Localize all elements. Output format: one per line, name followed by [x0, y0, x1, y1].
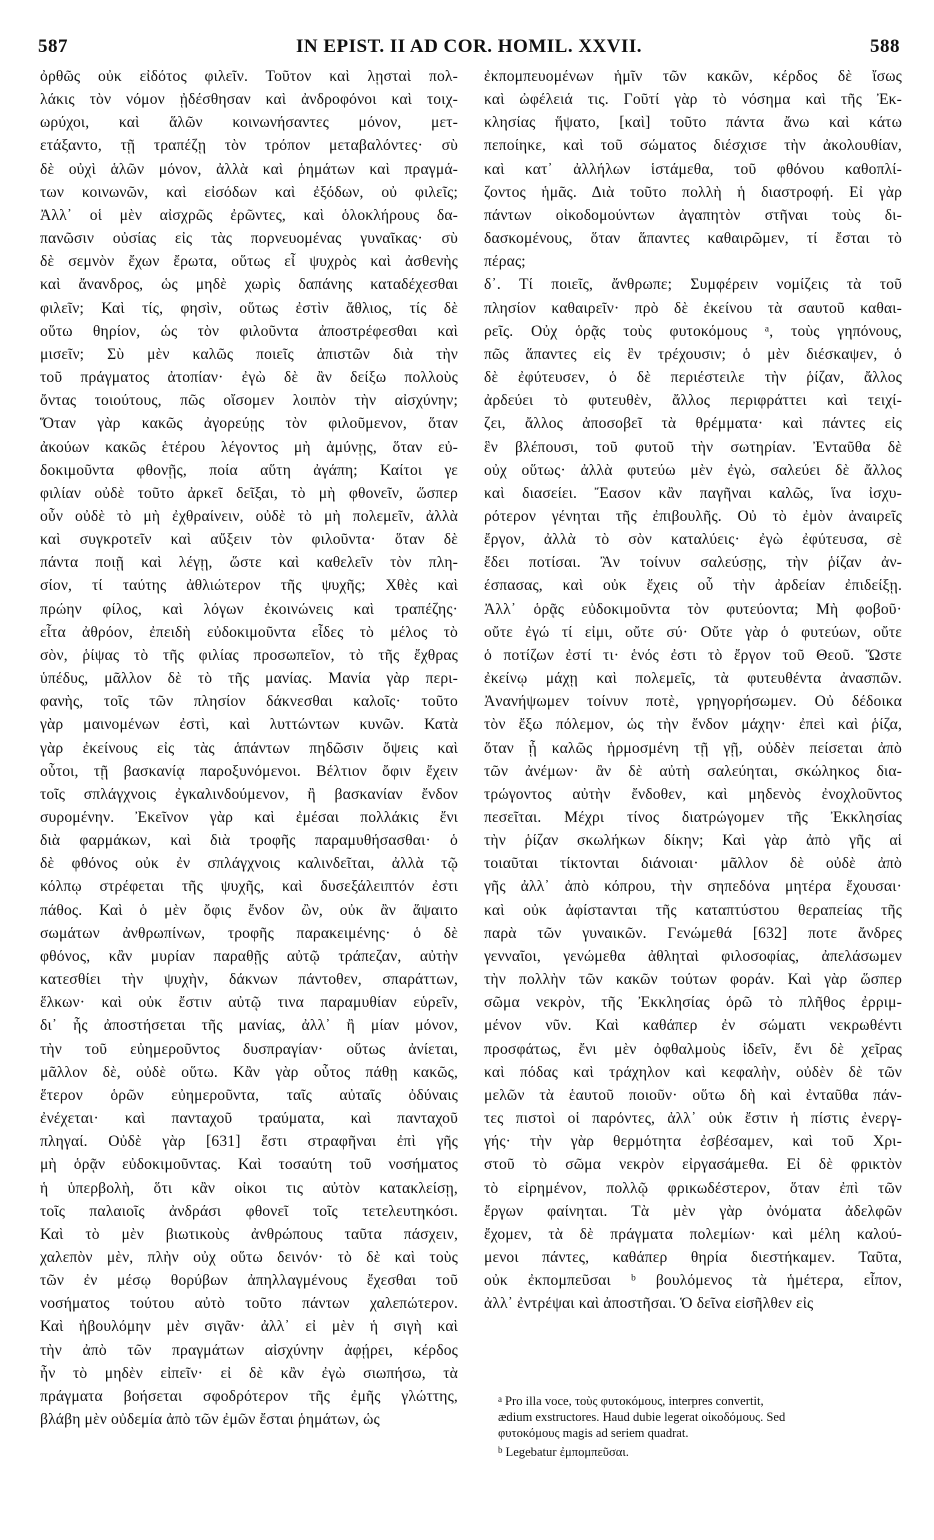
text-line: ζοντος ἡμᾶς. Διὰ τοῦτο πολλὴ ἡ διαστροφή. Εἰ γὰρ: [484, 183, 902, 201]
text-line: καὶ ὠφέλειά τις. Γοῦτί γὰρ τὸ νόσημα καὶ τῆς Ἐκ-: [484, 91, 902, 109]
right-column: [484, 65, 902, 1315]
text-line: ὀρθῶς οὐκ εἰδότος φιλεῖν. Τοῦτον καὶ λῃσταὶ πολ-: [40, 68, 458, 85]
text-line: φθόνος, κἂν μυρίαν παραθῇς αὐτῷ τράπεζαν, αὐτὴν: [40, 947, 458, 965]
text-line: γὰρ μαινομένων ἐστὶ, καὶ λυττώντων κυνῶν. Κατὰ: [40, 716, 458, 734]
text-line: ἕτερον ὁρῶν εὐημεροῦντα, ταῖς αὐταῖς ὀδύναις: [40, 1086, 458, 1104]
text-line: ὁ ποτίζων ἐστί τι· ἑνός ἐστι τὸ ἔργον τοῦ Θεοῦ. Ὥστε: [484, 646, 902, 664]
text-line: ὅταν ᾖ καλῶς ἡρμοσμένη τῇ γῇ, οὐδὲν πείσεται ἀπὸ: [484, 739, 902, 757]
text-line: ζει, ἄλλος ἀποσοβεῖ τὰ θρέμματα· καὶ πάντες εἰς: [484, 415, 902, 433]
text-line: συρομένην. Ἐκεῖνον γὰρ καὶ ἐμέσαι πολλάκις ἔνι: [40, 809, 458, 826]
text-line: τοιαῦται τίκτονται διάνοιαι· μᾶλλον δὲ οὐδὲ ἀπὸ: [484, 855, 902, 873]
text-line: τῶν ἐν μέσῳ θορύβων ἀπηλλαγμένους ἔχεσθαι τοῦ: [40, 1272, 458, 1290]
running-title: IN EPIST. II AD COR. HOMIL. XXVII.: [295, 36, 643, 57]
footnote-a-line-3: φυτοκόμους magis ad seriem quadrat.: [498, 1426, 689, 1441]
text-line: δασκομένους, ὅταν ἅπαντες καθαιρῶμεν, τί ἔσται τὸ: [484, 230, 902, 248]
text-line: ἀρδεύει τὸ φυτευθὲν, ἄλλος περιφράττει καὶ τειχί-: [484, 392, 902, 410]
left-column: [40, 65, 458, 1431]
text-line: νοσήματος τούτου αὐτὸ τοῦτο πάντων χαλεπώτερον.: [40, 1295, 458, 1313]
text-line: ὄντας τοιούτους, πῶς οἴσομεν λοιπὸν τὴν αἰσχύνην;: [40, 392, 458, 410]
text-line: ἐκείνῳ μάχῃ καὶ πολεμεῖς, τὰ φυτευθέντα ἀνασπῶν.: [484, 670, 902, 688]
text-line: ρότερον γένηται τῆς ἐπιβουλῆς. Οὐ τὸ ἐμὸν ἀναιρεῖς: [484, 507, 902, 525]
text-line: γής· τὴν γὰρ θερμότητα ἐσβέσαμεν, καὶ τοῦ Χρι-: [484, 1133, 902, 1151]
footnote-b: [498, 1442, 908, 1460]
text-line: Ἀνανήψωμεν τοίνυν ποτὲ, γρηγορήσωμεν. Οὐ δέδοικα: [484, 693, 902, 711]
text-line: δὲ οὐχὶ ἁλῶν μόνον, ἀλλὰ καὶ ῥημάτων καὶ πραγμά-: [40, 160, 458, 178]
text-line: τοῦ πράγματος ἀτοπίαν· ἐγὼ δὲ ἂν δείξω πολλοὺς: [40, 369, 458, 387]
text-line: ἔργον, ἀλλὰ τὸ σὸν καταλύεις· ἐγὼ ἐφύτευσα, σὲ: [484, 531, 902, 549]
paragraph-continued: [484, 65, 902, 273]
footnotes: [498, 1391, 908, 1460]
text-line: τὸν ἔξω πόλεμον, ὡς τὴν ἔνδον μάχην· ἐπεὶ καὶ ῥίζα,: [484, 716, 902, 734]
text-line: ἔχομεν, τὰ δὲ πράγματα πολεμίων· καὶ μέλη καλού-: [484, 1225, 902, 1243]
text-line: ἐκπομπευομένων ἡμῖν τῶν κακῶν, κέρδος δὲ ἴσως: [484, 68, 902, 85]
text-line: ἐνέχεται· καὶ πανταχοῦ τραύματα, καὶ πανταχοῦ: [40, 1110, 458, 1128]
text-line: ἕλκων· καὶ οὐκ ἔστιν αὐτῷ τινα παραμυθίαν εὑρεῖν,: [40, 994, 458, 1012]
text-line: καὶ διασείει. Ἔασον κἂν παγῆναι καλῶς, ἵνα ἰσχυ-: [484, 484, 902, 502]
text-line: πληγαί. Οὐδὲ γὰρ [631] ἔστι στραφῆναι ἐπὶ γῆς: [40, 1133, 458, 1151]
text-line: καὶ πόδας καὶ τράχηλον καὶ κεφαλὴν, οὐδὲν δὲ τῶν: [484, 1063, 902, 1081]
text-line: ἀκούων κακῶς ἑτέρου λέγοντος μὴ ἀμύνῃς, ὅταν εὐ-: [40, 438, 458, 456]
text-line: φιλίαν οὐδὲ τοῦτο ἀρκεῖ δεῖξαι, τὸ μὴ φθονεῖν, ὥσπερ: [40, 484, 458, 502]
text-line: γῆς ἀλλ᾽ ἀπὸ κόπρου, τὴν σηπεδόνα μητέρα ἔχουσαι·: [484, 878, 902, 896]
text-line: Καὶ ἠβουλόμην μὲν σιγᾶν· ἀλλ᾽ εἰ μὲν ἡ σιγὴ καὶ: [40, 1318, 458, 1336]
text-line: ὑπέδυς, μᾶλλον δὲ τὸ τῆς μανίας. Μανία γὰρ περι-: [40, 670, 458, 688]
text-line: πάθος. Καὶ ὁ μὲν ὄφις ἔνδον ὢν, οὐκ ἂν ἅψαιτο: [40, 901, 458, 919]
text-line: παρὰ τῶν γυναικῶν. Γενώμεθά [632] ποτε ἄνδρες: [484, 924, 902, 942]
text-line: δι᾽ ἧς ἀποστήσεται τῆς μανίας, ἀλλ᾽ ἢ μίαν μόνον,: [40, 1017, 458, 1035]
text-line: οὗτοι, τῇ βασκανίᾳ παροξυνόμενοι. Βέλτιον ὄφιν ἔχειν: [40, 762, 458, 780]
text-line: πλησίον καθαιρεῖν· πρὸ δὲ ἐκείνου τὰ σαυτοῦ καθαι-: [484, 299, 902, 317]
text-line: σὸν, ῥίψας τὸ τῆς φιλίας προσωπεῖον, τὸ τῆς ἔχθρας: [40, 646, 458, 664]
text-line: δοκιμοῦντα φθονῇς, ποία αὕτη ἀγάπη; Καίτοι γε: [40, 461, 458, 479]
paragraph-section-4: [484, 273, 902, 1315]
text-line: καὶ κατ᾽ ἀλλήλων ἱστάμεθα, τοῦ φθόνου καθοπλί-: [484, 160, 902, 178]
text-line: στοῦ τὸ σῶμα νεκρὸν εἰργασάμεθα. Εἰ δὲ φρικτὸν: [484, 1156, 902, 1174]
text-line: πάντων οἰκοδομούντων ἀγαπητὸν στῆναι τοὺς δι-: [484, 206, 902, 224]
text-line: μένον νῦν. Καὶ καθάπερ ἐν σώματι νεκρωθέντι: [484, 1017, 902, 1035]
text-line: οὕτω θηρίον, ὡς τὸν φιλοῦντα ἀποστρέφεσθαι καὶ: [40, 322, 458, 340]
text-line: τὴν τοῦ εὐημεροῦντος δυσπραγίαν· οὕτως ἀνίεται,: [40, 1040, 458, 1058]
text-line: έσπασας, καὶ οὐκ ἔχεις οὗ τὴν ἀρδείαν ἐπιδείξῃ.: [484, 577, 902, 595]
text-line: ετάξαντο, τῇ τραπέζῃ τὸν τρόπον μεταβαλόντες· σὺ: [40, 137, 458, 155]
text-line: μᾶλλον δὲ, οὐδὲ οὕτω. Κἂν γὰρ οὗτος πάθῃ κακῶς,: [40, 1063, 458, 1081]
text-line: καὶ οὐκ ἀφίστανται τῆς καταπτύστου θεραπείας τῆς: [484, 901, 902, 919]
footnote-a-line-2: ædium exstructores. Haud dubie legerat οἰκοδόμους. Sed: [498, 1410, 786, 1425]
text-line: γενναῖοι, γενώμεθα ἀθληταὶ φιλοσοφίας, ἀπελάσωμεν: [484, 947, 902, 965]
text-line: φανὴς, τοῖς τῶν πλησίον δάκνεσθαι καλοῖς· τοῦτο: [40, 693, 458, 711]
text-line: οὐχ οὕτως· ἀλλὰ φυτεύω μὲν ἐγὼ, σαλεύει δὲ ἄλλος: [484, 461, 902, 479]
text-line: πανῶσιν οὐσίας εἰς τὰς πορνευομένας γυναῖκας· σὺ: [40, 230, 458, 248]
footnote-a-line-1: Pro illa voce, τοὺς φυτοκόμους, interpres convertit,: [505, 1394, 764, 1408]
text-line: ἔργων φαίνηται. Τὰ μὲν γὰρ ὀνόματα ἀδελφῶν: [484, 1202, 902, 1220]
text-line: Καὶ τὸ μὲν βιωτικοὺς ἀνθρώπους ταῦτα πάσχειν,: [40, 1225, 458, 1243]
text-line: καὶ συγκροτεῖν καὶ αὔξειν τὸν φιλοῦντα· ὅταν δὲ: [40, 531, 458, 549]
text-line: κόλπῳ στρέφεται τῆς ψυχῆς, καὶ δυσεξάλειπτόν ἐστι: [40, 878, 458, 896]
text-line: μισεῖν; Σὺ μὲν καλῶς ποιεῖς ἀπιστῶν διὰ τὴν: [40, 345, 458, 363]
text-line: πῶς ἅπαντες εἰς ἓν τρέχουσιν; ὁ μὲν διέσκαψεν, ὁ: [484, 345, 902, 363]
page-header: [38, 36, 900, 60]
text-line: κλησίας ἥψατο, [καὶ] τοῦτο πάντα ἄνω καὶ κάτω: [484, 114, 902, 132]
text-line: τὴν ἀπὸ τῶν πραγμάτων αἰσχύνην ἀφῄρει, κέρδος: [40, 1341, 458, 1359]
text-line: Ὅταν γὰρ κακῶς ἀγορεύῃς τὸν φιλοῦμενον, ὅταν: [40, 415, 458, 433]
footnote-a-mark: a: [498, 1394, 502, 1404]
text-line: χαλεπὸν μὲν, πλὴν οὐχ οὕτω δεινόν· τὸ δὲ καὶ τοὺς: [40, 1248, 458, 1266]
text-line: των κοινωνῶν, καὶ εἰσόδων καὶ ἐξόδων, οὐ φιλεῖς;: [40, 183, 458, 201]
text-line: τῶν ἀνέμων· ἂν δὲ αὐτὴ σαλεύηται, σκώληκος δια-: [484, 762, 902, 780]
text-line: τὴν ῥίζαν σκωλήκων δίκην; Καὶ γὰρ ἀπὸ γῆς αἱ: [484, 832, 902, 850]
footnote-b-line-1: Legebatur ἐμπομπεῦσαι.: [505, 1444, 629, 1459]
text-line: λάκις τὸν νόμον ᾐδέσθησαν καὶ ἀνδροφόνοι καὶ τοιχ-: [40, 91, 458, 109]
page-number-left: 587: [38, 36, 68, 57]
text-line: πέρας;: [484, 253, 526, 271]
text-line: δ᾽. Τί ποιεῖς, ἄνθρωπε; Συμφέρειν νομίζεις τὰ τοῦ: [484, 276, 902, 294]
text-line: μὴ ὁρᾷν εὐδοκιμοῦντας. Καὶ τοσαύτη τοῦ νοσήματος: [40, 1156, 458, 1174]
text-line: τὸ εἰρημένον, πολλῷ φρικωδέστερον, ὅταν ἐπὶ τῶν: [484, 1179, 902, 1197]
text-line: ρεῖς. Οὐχ ὁρᾷς τοὺς φυτοκόμους ᵃ, τοὺς γηπόνους,: [484, 322, 902, 340]
text-line: πράγματα βοήσεται σφοδρότερον τῆς ἐμῆς γλώττης,: [40, 1387, 458, 1405]
text-line: βλάβη μὲν οὐδεμία ἀπὸ τῶν ἐμῶν ἔσται ῥημάτων, ὡς: [40, 1411, 380, 1429]
text-line: πρώην φίλος, καὶ λόγων ἐκοινώνεις καὶ τραπέζης·: [40, 600, 458, 618]
text-line: τὴν πολλὴν τῶν κακῶν τούτων φοράν. Καὶ γὰρ ὥσπερ: [484, 971, 902, 989]
text-line: πεποίηκε, καὶ τοῦ σώματος διέσχισε τὴν ἀκολουθίαν,: [484, 137, 902, 155]
page-number-right: 588: [870, 36, 900, 57]
text-line: ωρύχοι, καὶ ἅλῶν κοινωνήσαντες μόνον, μετ-: [40, 114, 458, 132]
text-line: κατεσθίει τὴν ψυχὴν, δάκνων πάντοθεν, σπαράττων,: [40, 971, 458, 989]
text-line: ἦν τὸ μηδὲν εἰπεῖν· εἰ δὲ κἂν ἐγὼ σιωπήσω, τὰ: [40, 1364, 458, 1382]
text-line: δὲ ἐφύτευσεν, ὁ δὲ περιέστειλε τὴν ῥίζαν, ἄλλος: [484, 369, 902, 387]
text-line: τες πιστοὶ οἱ παρόντες, ἀλλ᾽ οὐκ ἔστιν ἡ πίστις ἐνεργ-: [484, 1110, 902, 1128]
text-line: προσφάτως, ἔνι μὲν ὀφθαλμοὺς ἰδεῖν, ἔνι δὲ χεῖρας: [484, 1040, 902, 1058]
text-line: πάντα ποιῇ καὶ λέγῃ, ὥστε καὶ καθελεῖν τὸν πλη-: [40, 554, 458, 572]
text-line: οὖν οὐδὲ τὸ μὴ ἐχθραίνειν, οὐδὲ τὸ μὴ πολεμεῖν, ἀλλὰ: [40, 507, 458, 525]
text-line: μελῶν τὰ ἑαυτοῦ ποιοῦν· οὕτω δὴ καὶ ἐνταῦθα πάν-: [484, 1086, 902, 1104]
text-line: ἔδει ποτίσαι. Ἂν τοίνυν σαλεύσῃς, τὴν ῥίζαν ἀν-: [484, 554, 902, 572]
text-line: ἀλλ᾽ ἐντρέψαι καὶ ἀποστῆσαι. Ὁ δεῖνα εἰσῆλθεν εἰς: [484, 1295, 814, 1313]
text-line: γὰρ ἐκείνους εἰς τὰς ἁπάντων πηδῶσιν ὄψεις καὶ: [40, 739, 458, 757]
text-line: πεσεῖται. Μέχρι τίνος διατρώγομεν τῆς Ἐκκλησίας: [484, 809, 902, 826]
text-line: τοῖς παλαιοῖς ἀνδράσι φθονεῖ τοῖς τετελευτηκόσι.: [40, 1202, 458, 1220]
text-line: διὰ φαρμάκων, καὶ διὰ τροφῆς παραμυθήσασθαι· ὁ: [40, 832, 458, 850]
text-line: μενοι πάντες, καθάπερ θηρία διεστήκαμεν. Ταῦτα,: [484, 1248, 902, 1266]
text-line: ἡ ὑπερβολὴ, ὅτι κἂν οἰκοι τις αὐτὸν κατακλείσῃ,: [40, 1179, 458, 1197]
text-line: οὔτε ἐγώ τί εἰμι, οὔτε σύ· Οὔτε γὰρ ὁ φυτεύων, οὔτε: [484, 623, 902, 641]
text-line: σῶμα νεκρὸν, τῆς Ἐκκλησίας ὁρῶ τὸ πλῆθος ἐρριμ-: [484, 994, 902, 1012]
text-line: φιλεῖν; Καὶ τίς, φησὶν, οὕτως ἐστὶν ἄθλιος, τίς δὲ: [40, 299, 458, 317]
text-line: τοῖς σπλάγχνοις ἐγκαλινδούμενον, ἢ βασκανίαν ἔνδον: [40, 785, 458, 803]
text-line: ἓν βλέπουσι, τοῦ φυτοῦ τὴν σωτηρίαν. Ἐνταῦθα δὲ: [484, 438, 902, 456]
text-line: Ἀλλ᾽ οἱ μὲν αἰσχρῶς ἐρῶντες, καὶ ὁλοκλήρους δα-: [40, 206, 458, 224]
text-line: εἶτα ἀθρόον, ἐπειδὴ εὐδοκιμοῦντα εἶδες τὸ μέλος τὸ: [40, 623, 458, 641]
text-line: Ἀλλ᾽ ὁρᾷς εὐδοκιμοῦντα τὸν φυτεύοντα; Μὴ φοβοῦ·: [484, 600, 902, 618]
text-line: σωμάτων ἀνθρωπίνων, τροφῆς παρακειμένης· ὁ δὲ: [40, 924, 458, 942]
text-line: οὐκ ἐκπομπεῦσαι ᵇ βουλόμενος τὰ ἡμέτερα, εἶπον,: [484, 1272, 902, 1290]
footnote-a: [498, 1391, 908, 1409]
text-line: δὲ σεμνὸν ἔχων ἔρωτα, οὕτως εἶ ψυχρὸς καὶ ἀσθενὴς: [40, 253, 458, 271]
text-line: τρώγοντος αὐτὴν ἔνδοθεν, καὶ μηδενὸς ἐνοχλοῦντος: [484, 785, 902, 803]
text-line: καὶ ἄνανδρος, ὡς μηδὲ χωρὶς δαπάνης καταδέχεσθαι: [40, 276, 458, 294]
text-line: σίον, τί ταύτης ἀθλιώτερον τῆς ψυχῆς; Χθὲς καὶ: [40, 577, 458, 595]
footnote-b-mark: b: [498, 1444, 503, 1455]
text-line: δὲ φθόνος οὐκ ἐν σπλάγχνοις καλινδεῖται, ἀλλὰ τῷ: [40, 855, 458, 873]
